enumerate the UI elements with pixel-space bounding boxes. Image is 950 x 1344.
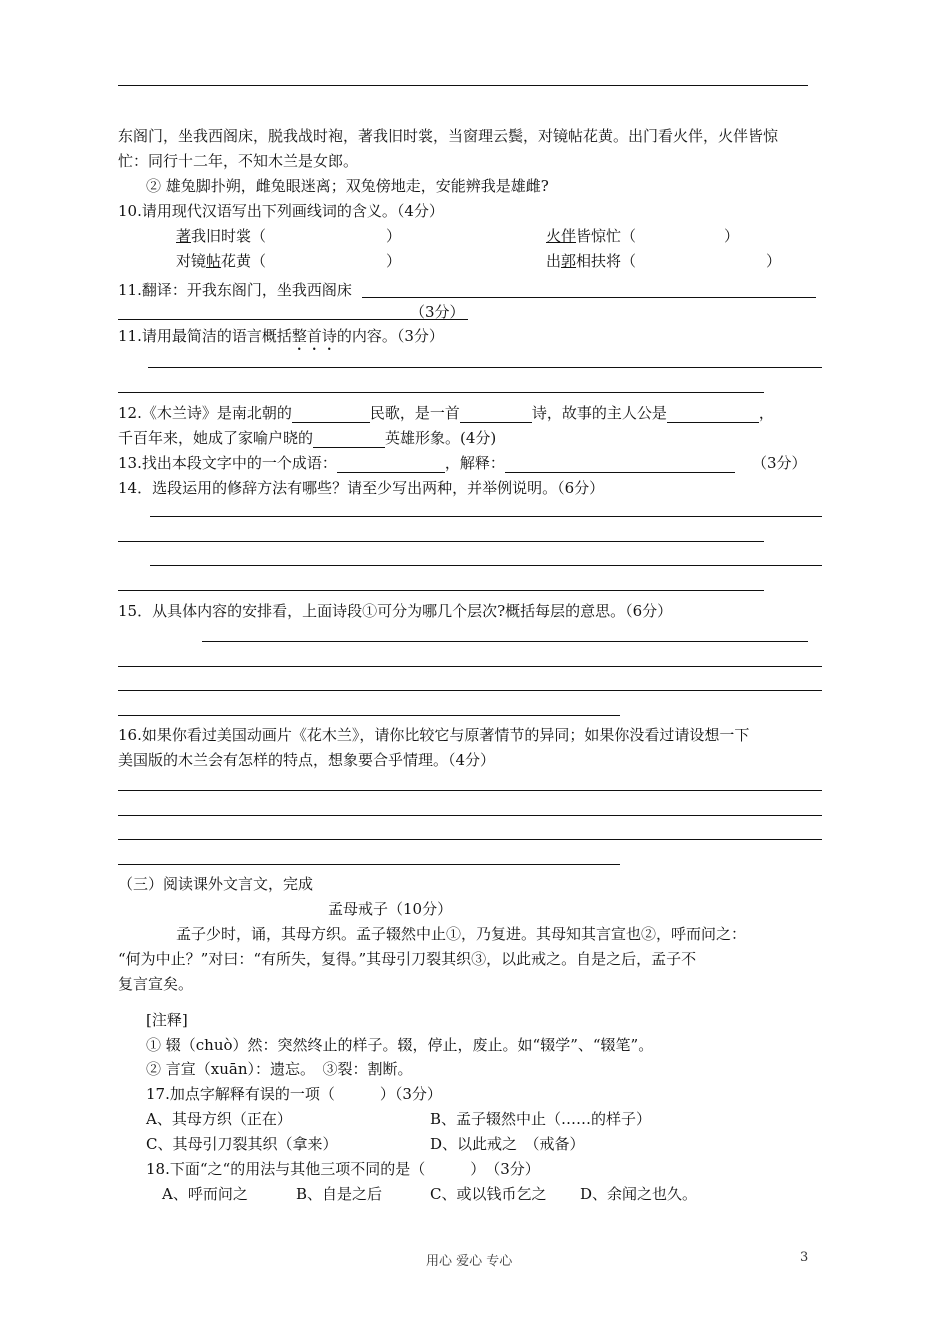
classical-text-line-1: 孟子少时，诵，其母方织。孟子辍然中止①，乃复进。其母知其言宣也②，呼而问之： bbox=[176, 925, 747, 943]
q10-d-close: ） bbox=[766, 252, 782, 270]
q10-b-text: 皆惊忙（ bbox=[576, 227, 637, 245]
fill-blank[interactable] bbox=[313, 431, 385, 448]
q18-option-b[interactable]: B、自是之后 bbox=[296, 1185, 383, 1203]
q10-b-underlined: 火伴 bbox=[546, 227, 577, 245]
q12-p1: 12.《木兰诗》是南北朝的 bbox=[118, 404, 292, 422]
answer-line[interactable] bbox=[202, 641, 808, 642]
q18-option-c[interactable]: C、或以钱币乞之 bbox=[430, 1185, 547, 1203]
fill-blank[interactable] bbox=[337, 456, 445, 473]
question-17-stem: 17.加点字解释有误的一项（ ）（3分） bbox=[146, 1085, 442, 1103]
q13-p2: ，解释： bbox=[444, 454, 505, 472]
answer-line[interactable] bbox=[150, 565, 822, 566]
q10-d-text: 相扶将（ bbox=[576, 252, 637, 270]
q10-item-b bbox=[546, 226, 739, 246]
answer-line[interactable] bbox=[148, 367, 822, 368]
q17-option-c[interactable]: C、其母引刀裂其织（拿来） bbox=[146, 1135, 338, 1153]
q10-c-text: 花黄（ bbox=[221, 252, 267, 270]
q10-item-c bbox=[176, 251, 401, 271]
classical-text-line-2: “何为中止？”对曰：“有所失，复得。”其母引刀裂其织③，以此戒之。自是之后，孟子不 bbox=[118, 950, 697, 968]
question-13 bbox=[118, 453, 735, 473]
q11b-post: 的内容。（3分） bbox=[336, 327, 444, 345]
q18-option-a[interactable]: A、呼而问之 bbox=[162, 1185, 248, 1203]
answer-line[interactable] bbox=[118, 715, 620, 716]
q17-option-b[interactable]: B、孟子辍然中止（……的样子） bbox=[430, 1110, 652, 1128]
fill-blank[interactable] bbox=[292, 406, 370, 423]
answer-line[interactable] bbox=[362, 297, 816, 298]
question-15-stem: 15．从具体内容的安排看，上面诗段①可分为哪几个层次?概括每层的意思。（6分） bbox=[118, 602, 673, 620]
question-13-score: （3分） bbox=[752, 454, 807, 472]
passage-title: 孟母戒子（10分） bbox=[328, 900, 453, 918]
fill-blank[interactable] bbox=[667, 406, 759, 423]
q17-option-a[interactable]: A、其母方织（正在） bbox=[146, 1110, 292, 1128]
q10-a-close: ） bbox=[386, 227, 402, 245]
answer-line[interactable] bbox=[118, 815, 822, 816]
question-11-translate: 11.翻译：开我东阁门，坐我西阁床 bbox=[118, 281, 352, 299]
classical-text-line-3: 复言宣矣。 bbox=[118, 975, 194, 993]
q10-c-close: ） bbox=[386, 252, 402, 270]
question-14-stem: 14．选段运用的修辞方法有哪些？请至少写出两种，并举例说明。（6分） bbox=[118, 479, 605, 497]
q10-d-underlined: 郭 bbox=[561, 252, 577, 270]
header-rule bbox=[118, 85, 808, 86]
passage-line-2: 忙：同行十二年，不知木兰是女郎。 bbox=[118, 152, 359, 170]
question-12-line-2 bbox=[118, 428, 496, 448]
q18-option-d[interactable]: D、余闻之也久。 bbox=[580, 1185, 698, 1203]
q13-p1: 13.找出本段文字中的一个成语： bbox=[118, 454, 337, 472]
question-10-stem: 10.请用现代汉语写出下列画线词的含义。（4分） bbox=[118, 202, 444, 220]
answer-line[interactable] bbox=[118, 666, 822, 667]
q10-c-pre: 对镜 bbox=[176, 252, 207, 270]
q12-p3: 诗，故事的主人公是 bbox=[531, 404, 667, 422]
q10-a-text: 我旧时裳（ bbox=[191, 227, 267, 245]
answer-line[interactable] bbox=[118, 839, 822, 840]
question-12-line-1 bbox=[118, 403, 774, 423]
q17-option-d[interactable]: D、以此戒之 （戒备） bbox=[430, 1135, 585, 1153]
q10-a-underlined: 著 bbox=[176, 227, 192, 245]
answer-line[interactable] bbox=[118, 790, 822, 791]
answer-line[interactable] bbox=[118, 864, 620, 865]
q10-b-close: ） bbox=[724, 227, 740, 245]
q12-l2b: 英雄形象。(4分) bbox=[385, 429, 497, 447]
question-11-summary bbox=[118, 326, 444, 354]
answer-line[interactable] bbox=[118, 541, 764, 542]
section-3-heading: （三）阅读课外文言文，完成 bbox=[118, 875, 314, 893]
question-11-score: （3分） bbox=[410, 303, 465, 321]
footer-motto: 用心 爱心 专心 bbox=[426, 1254, 513, 1269]
q10-item-d bbox=[546, 251, 781, 271]
question-18-stem: 18.下面“之“的用法与其他三项不同的是（ ） （3分） bbox=[146, 1160, 540, 1178]
answer-line[interactable] bbox=[118, 590, 764, 591]
q10-c-underlined: 帖 bbox=[206, 252, 222, 270]
page-number: 3 bbox=[800, 1250, 809, 1265]
passage-line-1: 东阁门，坐我西阁床，脱我战时袍，著我旧时裳，当窗理云鬓，对镜帖花黄。出门看火伴，火伴皆惊 bbox=[118, 127, 779, 145]
passage-line-3: ② 雄兔脚扑朔，雌兔眼迷离；双兔傍地走，安能辨我是雄雌? bbox=[146, 177, 549, 195]
fill-blank[interactable] bbox=[460, 406, 532, 423]
question-16-line-1: 16.如果你看过美国动画片《花木兰》，请你比较它与原著情节的异同；如果你没看过请设想一下 bbox=[118, 726, 750, 744]
answer-line[interactable] bbox=[150, 516, 822, 517]
q12-p4: ， bbox=[758, 404, 774, 422]
q11b-dotted-words: 整首诗 bbox=[291, 327, 337, 345]
answer-line[interactable] bbox=[118, 392, 764, 393]
question-16-line-2: 美国版的木兰会有怎样的特点，想象要合乎情理。（4分） bbox=[118, 751, 496, 769]
fill-blank[interactable] bbox=[505, 456, 735, 473]
notes-label: [注释] bbox=[146, 1011, 188, 1029]
q10-item-a bbox=[176, 226, 401, 246]
q12-l2a: 千百年来，她成了家喻户晓的 bbox=[118, 429, 314, 447]
q12-p2: 民歌，是一首 bbox=[369, 404, 460, 422]
q10-d-pre: 出 bbox=[546, 252, 562, 270]
note-1: ① 辍（chuò）然：突然终止的样子。辍，停止，废止。如“辍学”、“辍笔”。 bbox=[146, 1036, 654, 1054]
q11b-pre: 11.请用最简洁的语言概括 bbox=[118, 327, 292, 345]
answer-line[interactable] bbox=[118, 690, 822, 691]
note-2: ② 言宣（xuān）：遗忘。 ③裂：割断。 bbox=[146, 1060, 413, 1078]
